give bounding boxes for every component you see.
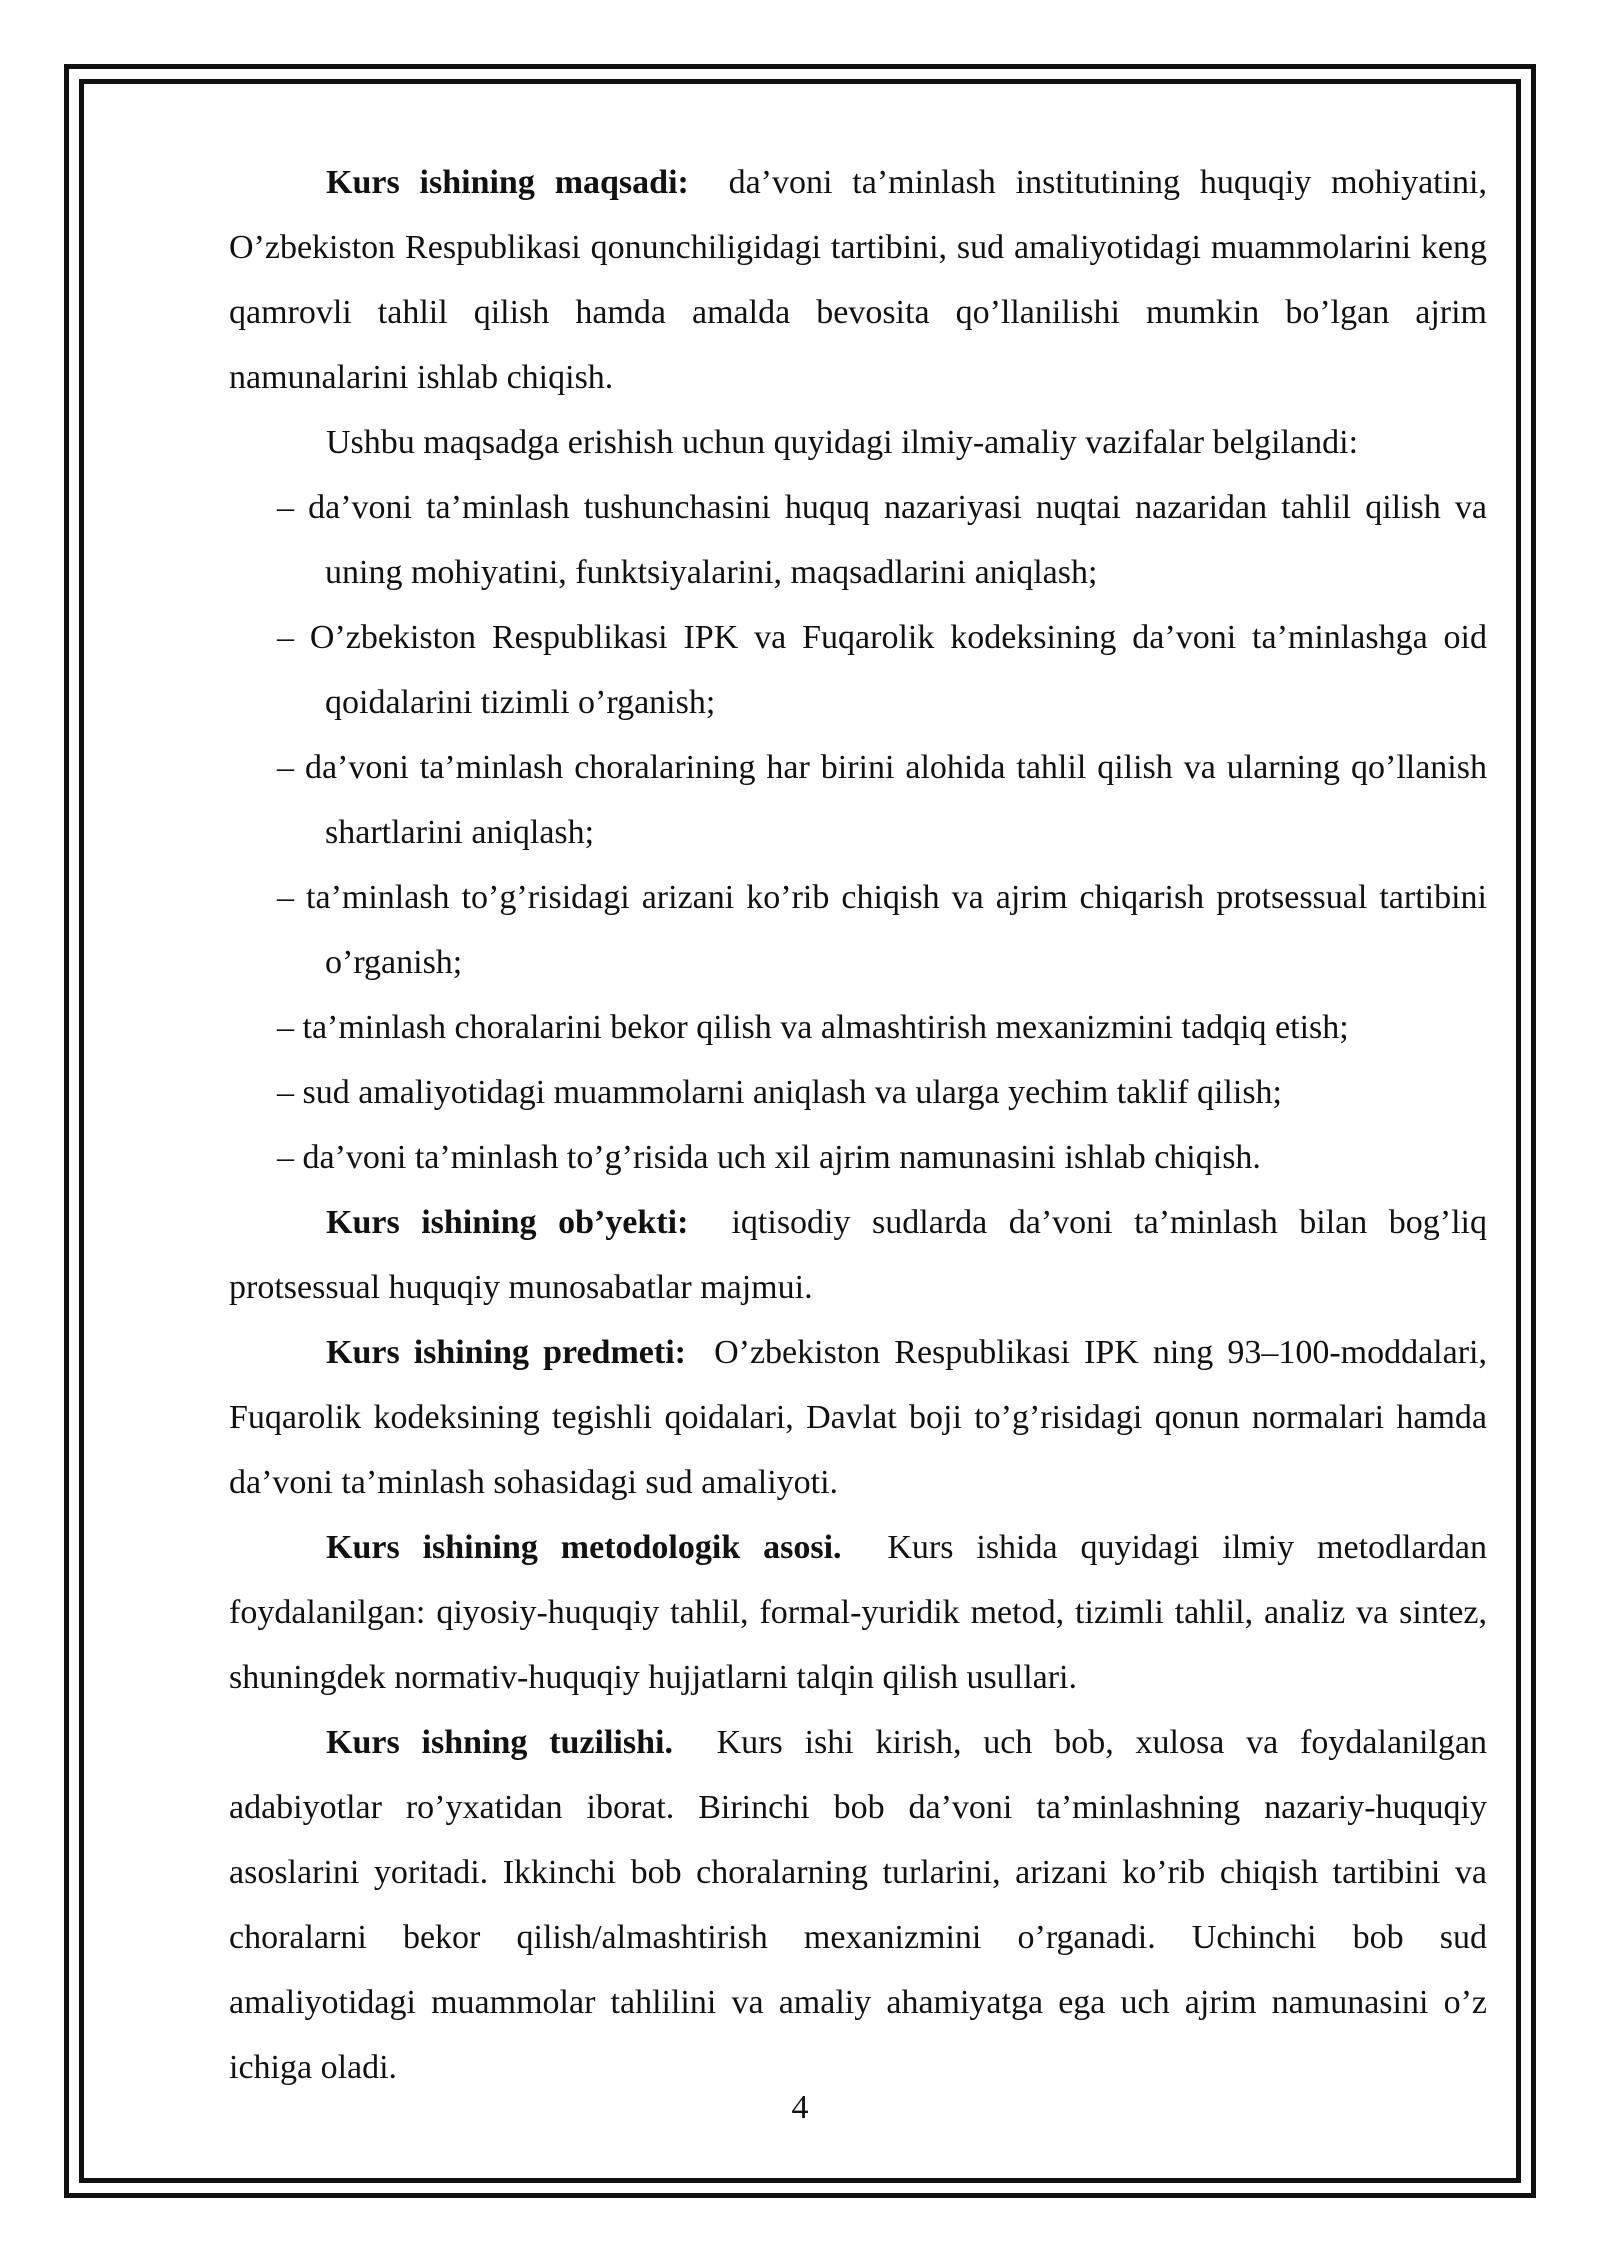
structure-paragraph	[229, 1710, 1487, 2100]
list-item: – ta’minlash choralarini bekor qilish va almashtirish mexanizmini tadqiq etish;	[277, 1009, 1349, 1046]
methodology-text: Kurs ishida quyidagi ilmiy metodlardan foydalanilgan: qiyosiy-huquqiy tahlil, formal-yuridik metod, tizimli tahlil, analiz va sintez, shuningdek normativ-huquqiy hujjatlarni talqin qilish usullari.	[229, 1529, 1487, 1696]
purpose-heading: Kurs ishining maqsadi:	[326, 164, 689, 201]
object-heading: Kurs ishining ob’yekti:	[326, 1204, 689, 1241]
structure-heading: Kurs ishning tuzilishi.	[326, 1724, 673, 1761]
task-list	[229, 475, 1487, 1190]
structure-text: Kurs ishi kirish, uch bob, xulosa va foydalanilgan adabiyotlar ro’yxatidan iborat. Birinchi bob da’voni ta’minlashning nazariy-huquqiy asoslarini yoritadi. Ikkinchi bob choralarning turlarini, arizani ko’rib chiqish tartibini va choralarni bekor qilish/almashtirish mexanizmini o’rganadi. Uchinchi bob sud amaliyotidagi muammolar tahlilini va amaliy ahamiyatga ega uch ajrim namunasini o’z ichiga oladi.	[229, 1724, 1488, 2086]
purpose-paragraph	[229, 150, 1487, 410]
document-body	[229, 150, 1487, 2100]
subject-text: O’zbekiston Respublikasi IPK ning 93–100-moddalari, Fuqarolik kodeksining tegishli qoidalari, Davlat boji to’g’risidagi qonun normalari hamda da’voni ta’minlash sohasidagi sud amaliyoti.	[229, 1334, 1487, 1501]
list-item: – da’voni ta’minlash to’g’risida uch xil ajrim namunasini ishlab chiqish.	[277, 1139, 1261, 1176]
list-item: – da’voni ta’minlash tushunchasini huquq nazariyasi nuqtai nazaridan tahlil qilish va uning mohiyatini, funktsiyalarini, maqsadlarini aniqlash;	[277, 489, 1487, 591]
methodology-heading: Kurs ishining metodologik asosi.	[326, 1529, 842, 1566]
subject-paragraph	[229, 1320, 1487, 1515]
list-item: – da’voni ta’minlash choralarining har birini alohida tahlil qilish va ularning qo’llanish shartlarini aniqlash;	[277, 749, 1487, 851]
subject-heading: Kurs ishining predmeti:	[326, 1334, 686, 1371]
list-item: – ta’minlash to’g’risidagi arizani ko’rib chiqish va ajrim chiqarish protsessual tartibini o’rganish;	[277, 879, 1487, 981]
tasks-intro: Ushbu maqsadga erishish uchun quyidagi ilmiy-amaliy vazifalar belgilandi:	[326, 424, 1359, 461]
object-text: iqtisodiy sudlarda da’voni ta’minlash bilan bog’liq protsessual huquqiy munosabatlar majmui.	[229, 1204, 1487, 1306]
list-item: – O’zbekiston Respublikasi IPK va Fuqarolik kodeksining da’voni ta’minlashga oid qoidalarini tizimli o’rganish;	[277, 619, 1487, 721]
methodology-paragraph	[229, 1515, 1487, 1710]
page-number: 4	[791, 2089, 809, 2126]
object-paragraph	[229, 1190, 1487, 1320]
purpose-text: da’voni ta’minlash institutining huquqiy mohiyatini, O’zbekiston Respublikasi qonunchiligidagi tartibini, sud amaliyotidagi muammolarini keng qamrovli tahlil qilish hamda amalda bevosita qo’llanilishi mumkin bo’lgan ajrim namunalarini ishlab chiqish.	[229, 164, 1487, 396]
list-item: – sud amaliyotidagi muammolarni aniqlash va ularga yechim taklif qilish;	[277, 1074, 1282, 1111]
